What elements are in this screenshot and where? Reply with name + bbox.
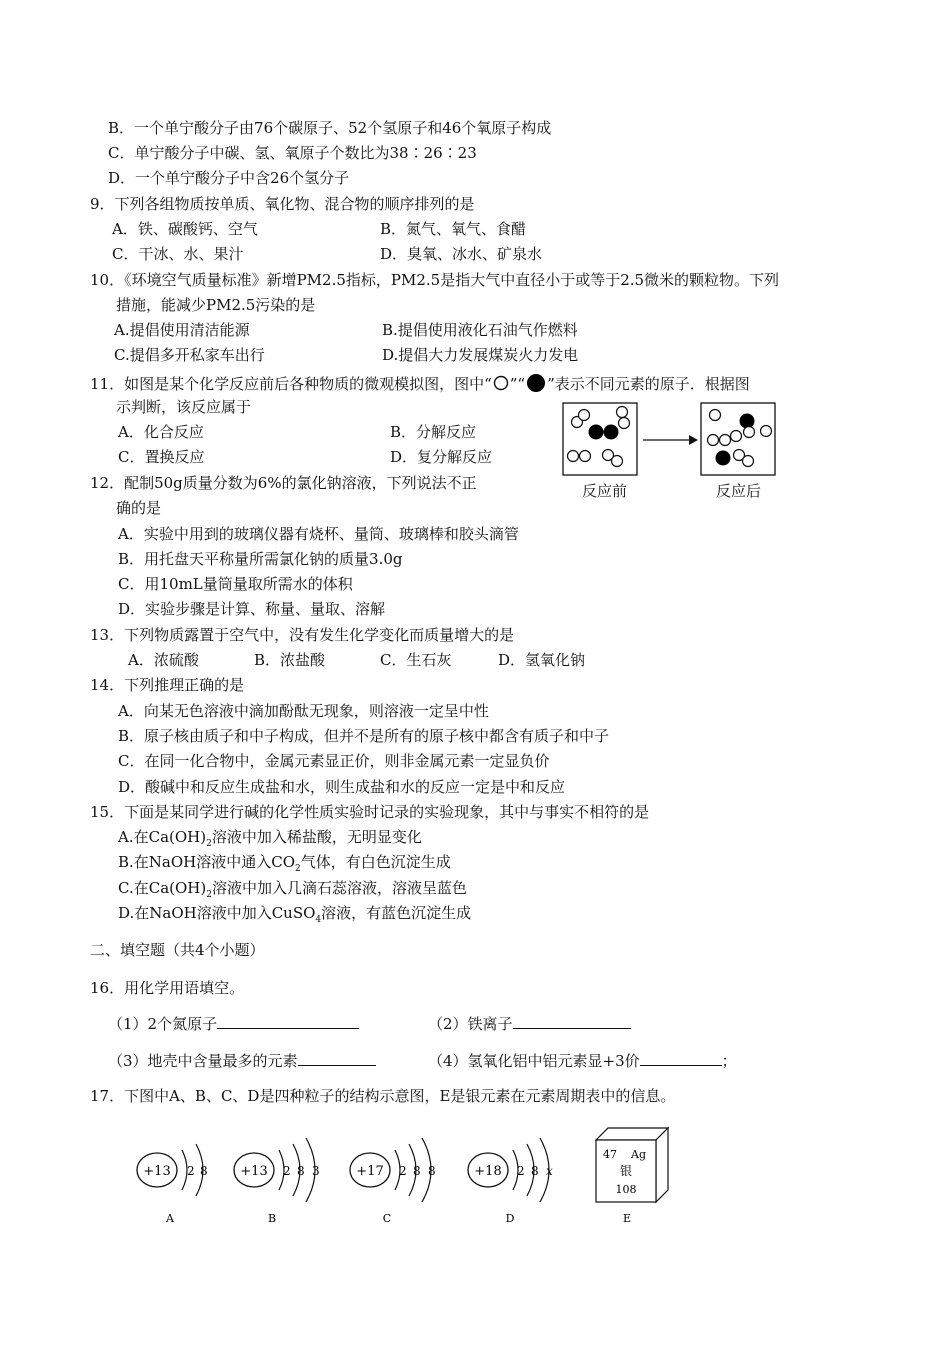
q10-stem-line1: 10．《环境空气质量标准》新增PM2.5指标，PM2.5是指大气中直径小于或等于2.5微米的颗粒物。下列: [90, 271, 780, 289]
particle-c-nucleus: +17: [356, 1164, 384, 1179]
particle-d-nucleus: +18: [474, 1164, 502, 1179]
q15-d-subscript: 4: [315, 915, 322, 925]
q15-b-subscript: 2: [295, 864, 301, 874]
reaction-arrow: [643, 435, 698, 445]
particle-b-label: B: [267, 1212, 277, 1225]
q15-option-b: [118, 852, 451, 879]
q16-part-2: [428, 1014, 631, 1034]
particle-c-diagram: [350, 1138, 436, 1225]
particle-d-shell-3: x: [546, 1164, 553, 1178]
label-before-reaction: 反应前: [582, 483, 628, 500]
q16-part-4: [428, 1051, 737, 1071]
q15-option-d: [118, 903, 471, 930]
q11-option-c: C．置换反应: [118, 448, 205, 466]
particle-d-diagram: [468, 1138, 553, 1225]
after-reaction-box: [701, 403, 775, 475]
q16-part-1-answer-blank[interactable]: [217, 1014, 359, 1029]
q11-option-a: A．化合反应: [118, 423, 204, 441]
q9-stem: 9．下列各组物质按单质、氧化物、混合物的顺序排列的是: [90, 195, 475, 213]
q15-option-c: [118, 878, 467, 905]
particle-a-diagram: [137, 1144, 208, 1225]
q16-part-3: [108, 1051, 376, 1071]
particle-b-shell-1: 2: [283, 1164, 291, 1178]
q12-stem-line1: 12．配制50g质量分数为6%的氯化钠溶液，下列说法不正: [90, 474, 477, 492]
q13-option-a: A．浓硫酸: [128, 651, 199, 669]
q13-option-d: D．氢氧化钠: [498, 651, 586, 669]
section-2-heading: 二、填空题（共4个小题）: [90, 941, 265, 959]
particle-c-shell-3: 8: [428, 1164, 436, 1178]
q14-option-a: A．向某无色溶液中滴加酚酞无现象，则溶液一定呈中性: [118, 702, 489, 720]
q12-option-b: B．用托盘天平称量所需氯化钠的质量3.0g: [118, 550, 403, 568]
q15-a-subscript: 2: [206, 839, 212, 849]
q15-d-text: D.在NaOH溶液中加入CuSO: [118, 904, 316, 922]
q13-stem: 13．下列物质露置于空气中，没有发生化学变化而质量增大的是: [90, 626, 515, 644]
q11-option-d: D．复分解反应: [390, 448, 493, 466]
particle-d-shell-2: 8: [531, 1164, 539, 1178]
q15-c-text: C.在Ca(OH): [118, 879, 207, 897]
q15-b-text-end: 气体，有白色沉淀生成: [300, 853, 451, 871]
q11-stem-part2: ”“: [509, 375, 526, 393]
q16-part-3-answer-blank[interactable]: [298, 1051, 376, 1066]
q17-stem: 17．下图中A、B、C、D是四种粒子的结构示意图，E是银元素在元素周期表中的信息。: [90, 1087, 676, 1105]
q12-stem-line2: 确的是: [116, 499, 162, 517]
q12-option-a: A．实验中用到的玻璃仪器有烧杯、量筒、玻璃棒和胶头滴管: [118, 525, 519, 543]
q12-option-c: C．用10mL量筒量取所需水的体积: [118, 575, 353, 593]
particle-d-label: D: [505, 1212, 515, 1225]
q14-option-d: D．酸碱中和反应生成盐和水，则生成盐和水的反应一定是中和反应: [118, 778, 566, 796]
particle-c-shell-2: 8: [413, 1164, 421, 1178]
q11-stem-line2: 示判断，该反应属于: [116, 398, 252, 416]
q15-c-text-end: 溶液中加入几滴石蕊溶液，溶液呈蓝色: [211, 879, 467, 897]
q16-part-3-label: （3）地壳中含量最多的元素: [108, 1052, 298, 1070]
q16-part-4-label: （4）氢氧化铝中铝元素显+3价: [428, 1052, 640, 1070]
q16-stem: 16．用化学用语填空。: [90, 979, 245, 997]
q8-option-d: D．一个单宁酸分子中含26个氢分子: [108, 169, 350, 187]
q16-part-1-label: （1）2个氮原子: [108, 1015, 218, 1033]
q15-d-text-end: 溶液，有蓝色沉淀生成: [321, 904, 472, 922]
q15-a-text: A.在Ca(OH): [118, 828, 207, 846]
q10-option-d: D.提倡大力发展煤炭火力发电: [382, 346, 579, 364]
q11-stem-line1: [90, 372, 750, 394]
q12-option-d: D．实验步骤是计算、称量、量取、溶解: [118, 600, 386, 618]
q14-stem: 14．下列推理正确的是: [90, 676, 245, 694]
q11-stem-part3: ”表示不同元素的原子．根据图: [547, 375, 750, 393]
particle-a-nucleus: +13: [143, 1164, 171, 1179]
element-e-label: E: [622, 1212, 632, 1225]
q15-c-subscript: 2: [206, 890, 212, 900]
q11-stem-part1: 11．如图是某个化学反应前后各种物质的微观模拟图，图中“: [90, 375, 492, 393]
particle-b-shell-2: 8: [297, 1164, 305, 1178]
q15-stem: 15．下面是某同学进行碱的化学性质实验时记录的实验现象，其中与事实不相符的是: [90, 803, 650, 821]
q16-part-2-answer-blank[interactable]: [513, 1014, 631, 1029]
atomic-structure-figure: [120, 1118, 680, 1233]
q9-option-b: B．氮气、氧气、食醋: [380, 220, 527, 238]
q8-option-c: C．单宁酸分子中碳、氢、氧原子个数比为38∶26∶23: [108, 144, 477, 162]
element-symbol: Ag: [631, 1148, 646, 1161]
q16-part-2-label: （2）铁离子: [428, 1015, 513, 1033]
before-reaction-box: [563, 403, 637, 475]
black-atom-icon: [525, 372, 547, 394]
q9-option-d: D．臭氧、冰水、矿泉水: [380, 245, 543, 263]
q13-option-c: C．生石灰: [380, 651, 452, 669]
particle-d-shell-1: 2: [517, 1164, 525, 1178]
q15-option-a: [118, 827, 422, 854]
q16-part-4-end: ；: [721, 1052, 737, 1070]
q15-b-text: B.在NaOH溶液中通入CO: [118, 853, 296, 871]
particle-c-label: C: [382, 1212, 392, 1225]
q15-a-text-end: 溶液中加入稀盐酸，无明显变化: [211, 828, 422, 846]
q11-option-b: B．分解反应: [390, 423, 477, 441]
element-e-cell: [596, 1128, 668, 1225]
q10-option-a: A.提倡使用清洁能源: [114, 321, 250, 339]
q16-part-4-answer-blank[interactable]: [640, 1051, 722, 1066]
particle-b-diagram: [234, 1138, 320, 1225]
particle-a-label: A: [166, 1212, 174, 1225]
particle-a-shell-2: 8: [200, 1164, 208, 1178]
q10-option-c: C.提倡多开私家车出行: [114, 346, 265, 364]
particle-a-shell-1: 2: [187, 1164, 195, 1178]
q9-option-c: C．干冰、水、果汁: [112, 245, 244, 263]
particle-c-shell-1: 2: [399, 1164, 407, 1178]
q8-option-b: B．一个单宁酸分子由76个碳原子、52个氢原子和46个氧原子构成: [108, 119, 552, 137]
particle-b-nucleus: +13: [240, 1164, 268, 1179]
q16-part-1: [108, 1014, 359, 1034]
q14-option-b: B．原子核由质子和中子构成，但并不是所有的原子核中都含有质子和中子: [118, 727, 610, 745]
particle-b-shell-3: 3: [312, 1164, 320, 1178]
q9-option-a: A．铁、碳酸钙、空气: [112, 220, 258, 238]
q13-option-b: B．浓盐酸: [254, 651, 326, 669]
element-atomic-mass: 108: [615, 1183, 637, 1196]
element-atomic-number: 47: [603, 1148, 617, 1161]
white-atom-icon: [492, 374, 510, 392]
label-after-reaction: 反应后: [716, 483, 762, 500]
q14-option-c: C．在同一化合物中，金属元素显正价，则非金属元素一定显负价: [118, 752, 550, 770]
q10-option-b: B.提倡使用液化石油气作燃料: [382, 321, 578, 339]
q10-stem-line2: 措施，能减少PM2.5污染的是: [116, 296, 316, 314]
element-name: 银: [619, 1164, 633, 1178]
